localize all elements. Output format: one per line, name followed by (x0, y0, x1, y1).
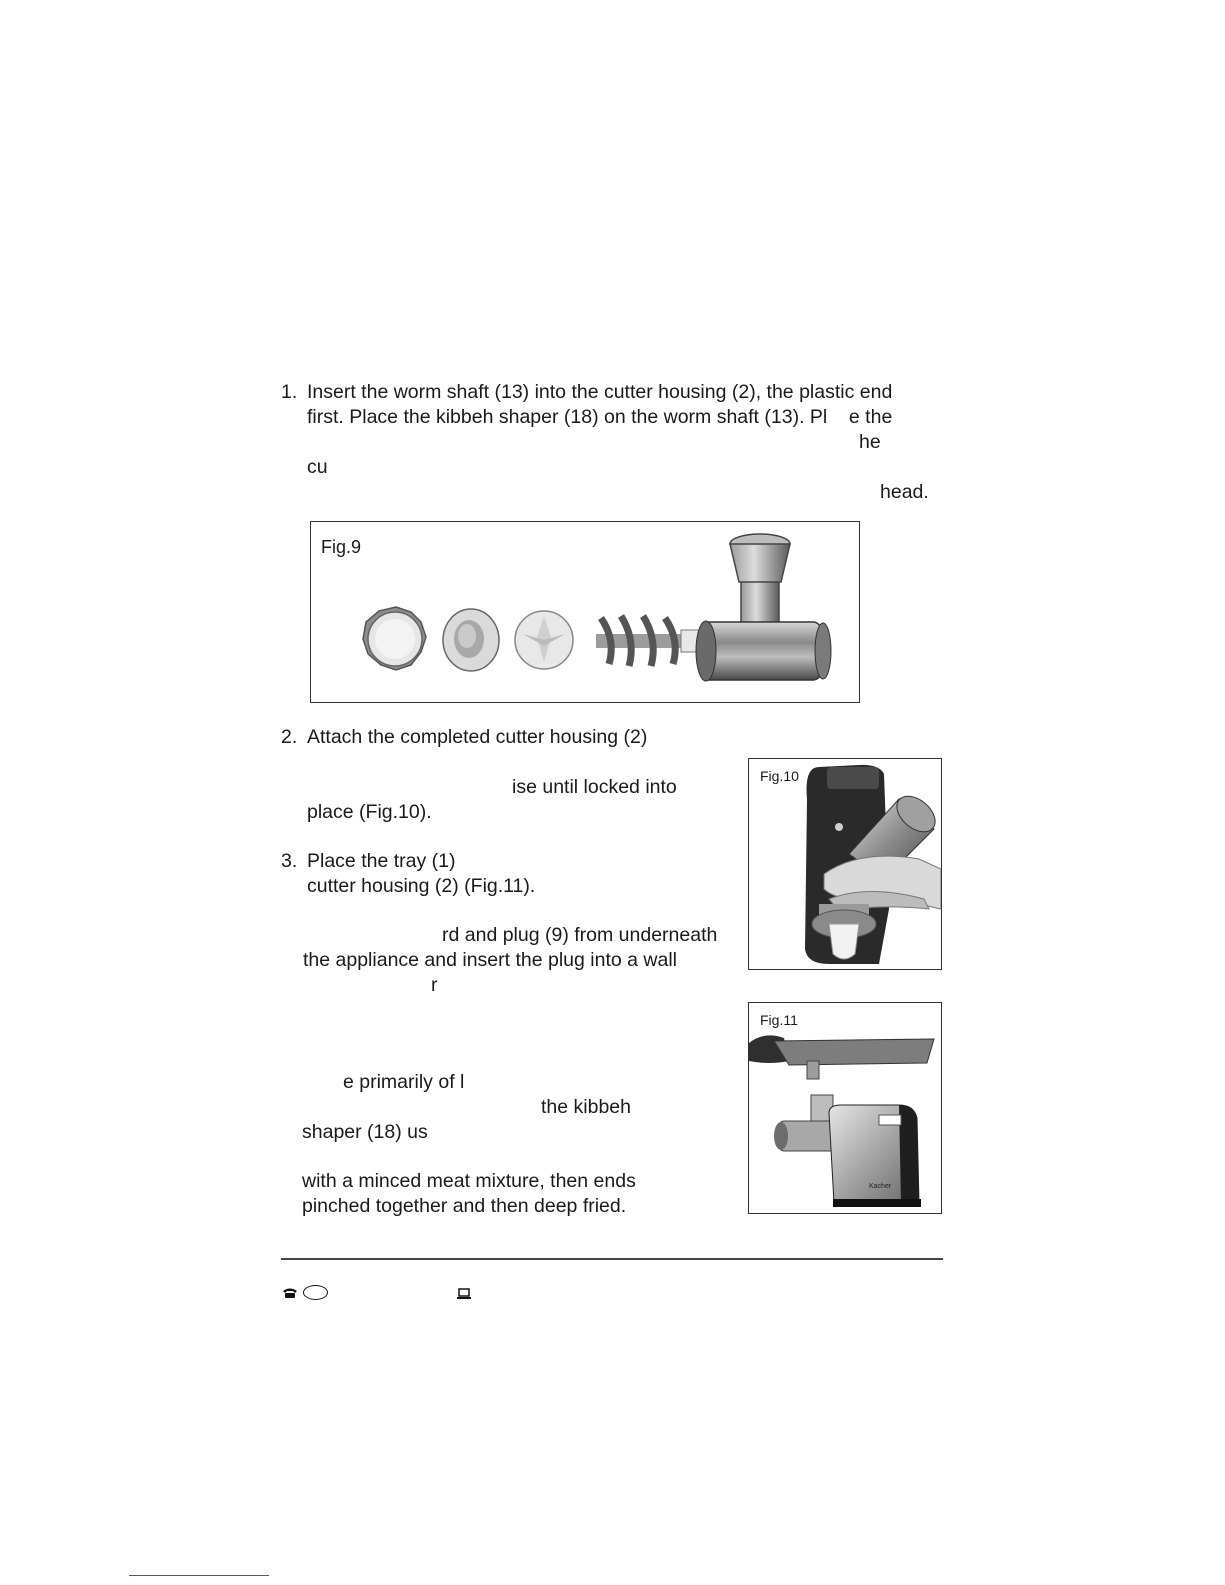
figure-11 (748, 1002, 942, 1214)
step1-line2: first. Place the kibbeh shaper (18) on the worm shaft (13). Pl e the (307, 406, 893, 428)
step1-line3: he (859, 431, 881, 453)
figure-11-brand: Kacher (869, 1183, 892, 1190)
step2-line2: ise until locked into (512, 776, 677, 798)
step1-line5: head. (880, 481, 929, 503)
figure-9-illustration (311, 522, 859, 702)
laptop-icon (457, 1288, 471, 1300)
step1-number: 1. (281, 381, 298, 403)
step1-line1: Insert the worm shaft (13) into the cutter housing (2), the plastic end (307, 381, 893, 403)
step3-line1: Place the tray (1) (307, 850, 456, 872)
step2-line3: place (Fig.10). (307, 801, 432, 823)
step4-line1: rd and plug (9) from underneath (442, 924, 718, 946)
oval-badge-icon (303, 1285, 328, 1300)
worm-shaft-part (596, 616, 703, 666)
note-line3: shaper (18) us (302, 1121, 428, 1143)
figure-9-label: Fig.9 (321, 537, 362, 557)
step3-number: 3. (281, 850, 298, 872)
step2-number: 2. (281, 726, 298, 748)
bottom-link-underline[interactable] (129, 1575, 269, 1576)
step1-line4: cu (307, 456, 328, 478)
ring-nut-part (363, 607, 426, 670)
step4-line3: r (431, 974, 438, 996)
note-line4: with a minced meat mixture, then ends (302, 1170, 636, 1192)
figure-10-illustration (749, 759, 941, 969)
note-line1: e primarily of l (343, 1071, 465, 1093)
cutter-housing-part (696, 534, 831, 681)
figure-11-illustration (749, 1003, 941, 1213)
phone-icon (282, 1287, 298, 1299)
note-line2: the kibbeh (541, 1096, 631, 1118)
figure-9 (310, 521, 860, 703)
figure-10 (748, 758, 942, 970)
step4-line2: the appliance and insert the plug into a wall (303, 949, 678, 971)
footer-rule (281, 1258, 943, 1260)
kibbeh-cone-part (443, 609, 499, 671)
step2-line1: Attach the completed cutter housing (2) (307, 726, 648, 748)
figure-10-label: Fig.10 (760, 768, 799, 784)
step3-line2: cutter housing (2) (Fig.11). (307, 875, 536, 897)
figure-11-label: Fig.11 (760, 1012, 798, 1028)
note-line5: pinched together and then deep fried. (302, 1195, 627, 1217)
kibbeh-shaper-part (515, 611, 573, 669)
